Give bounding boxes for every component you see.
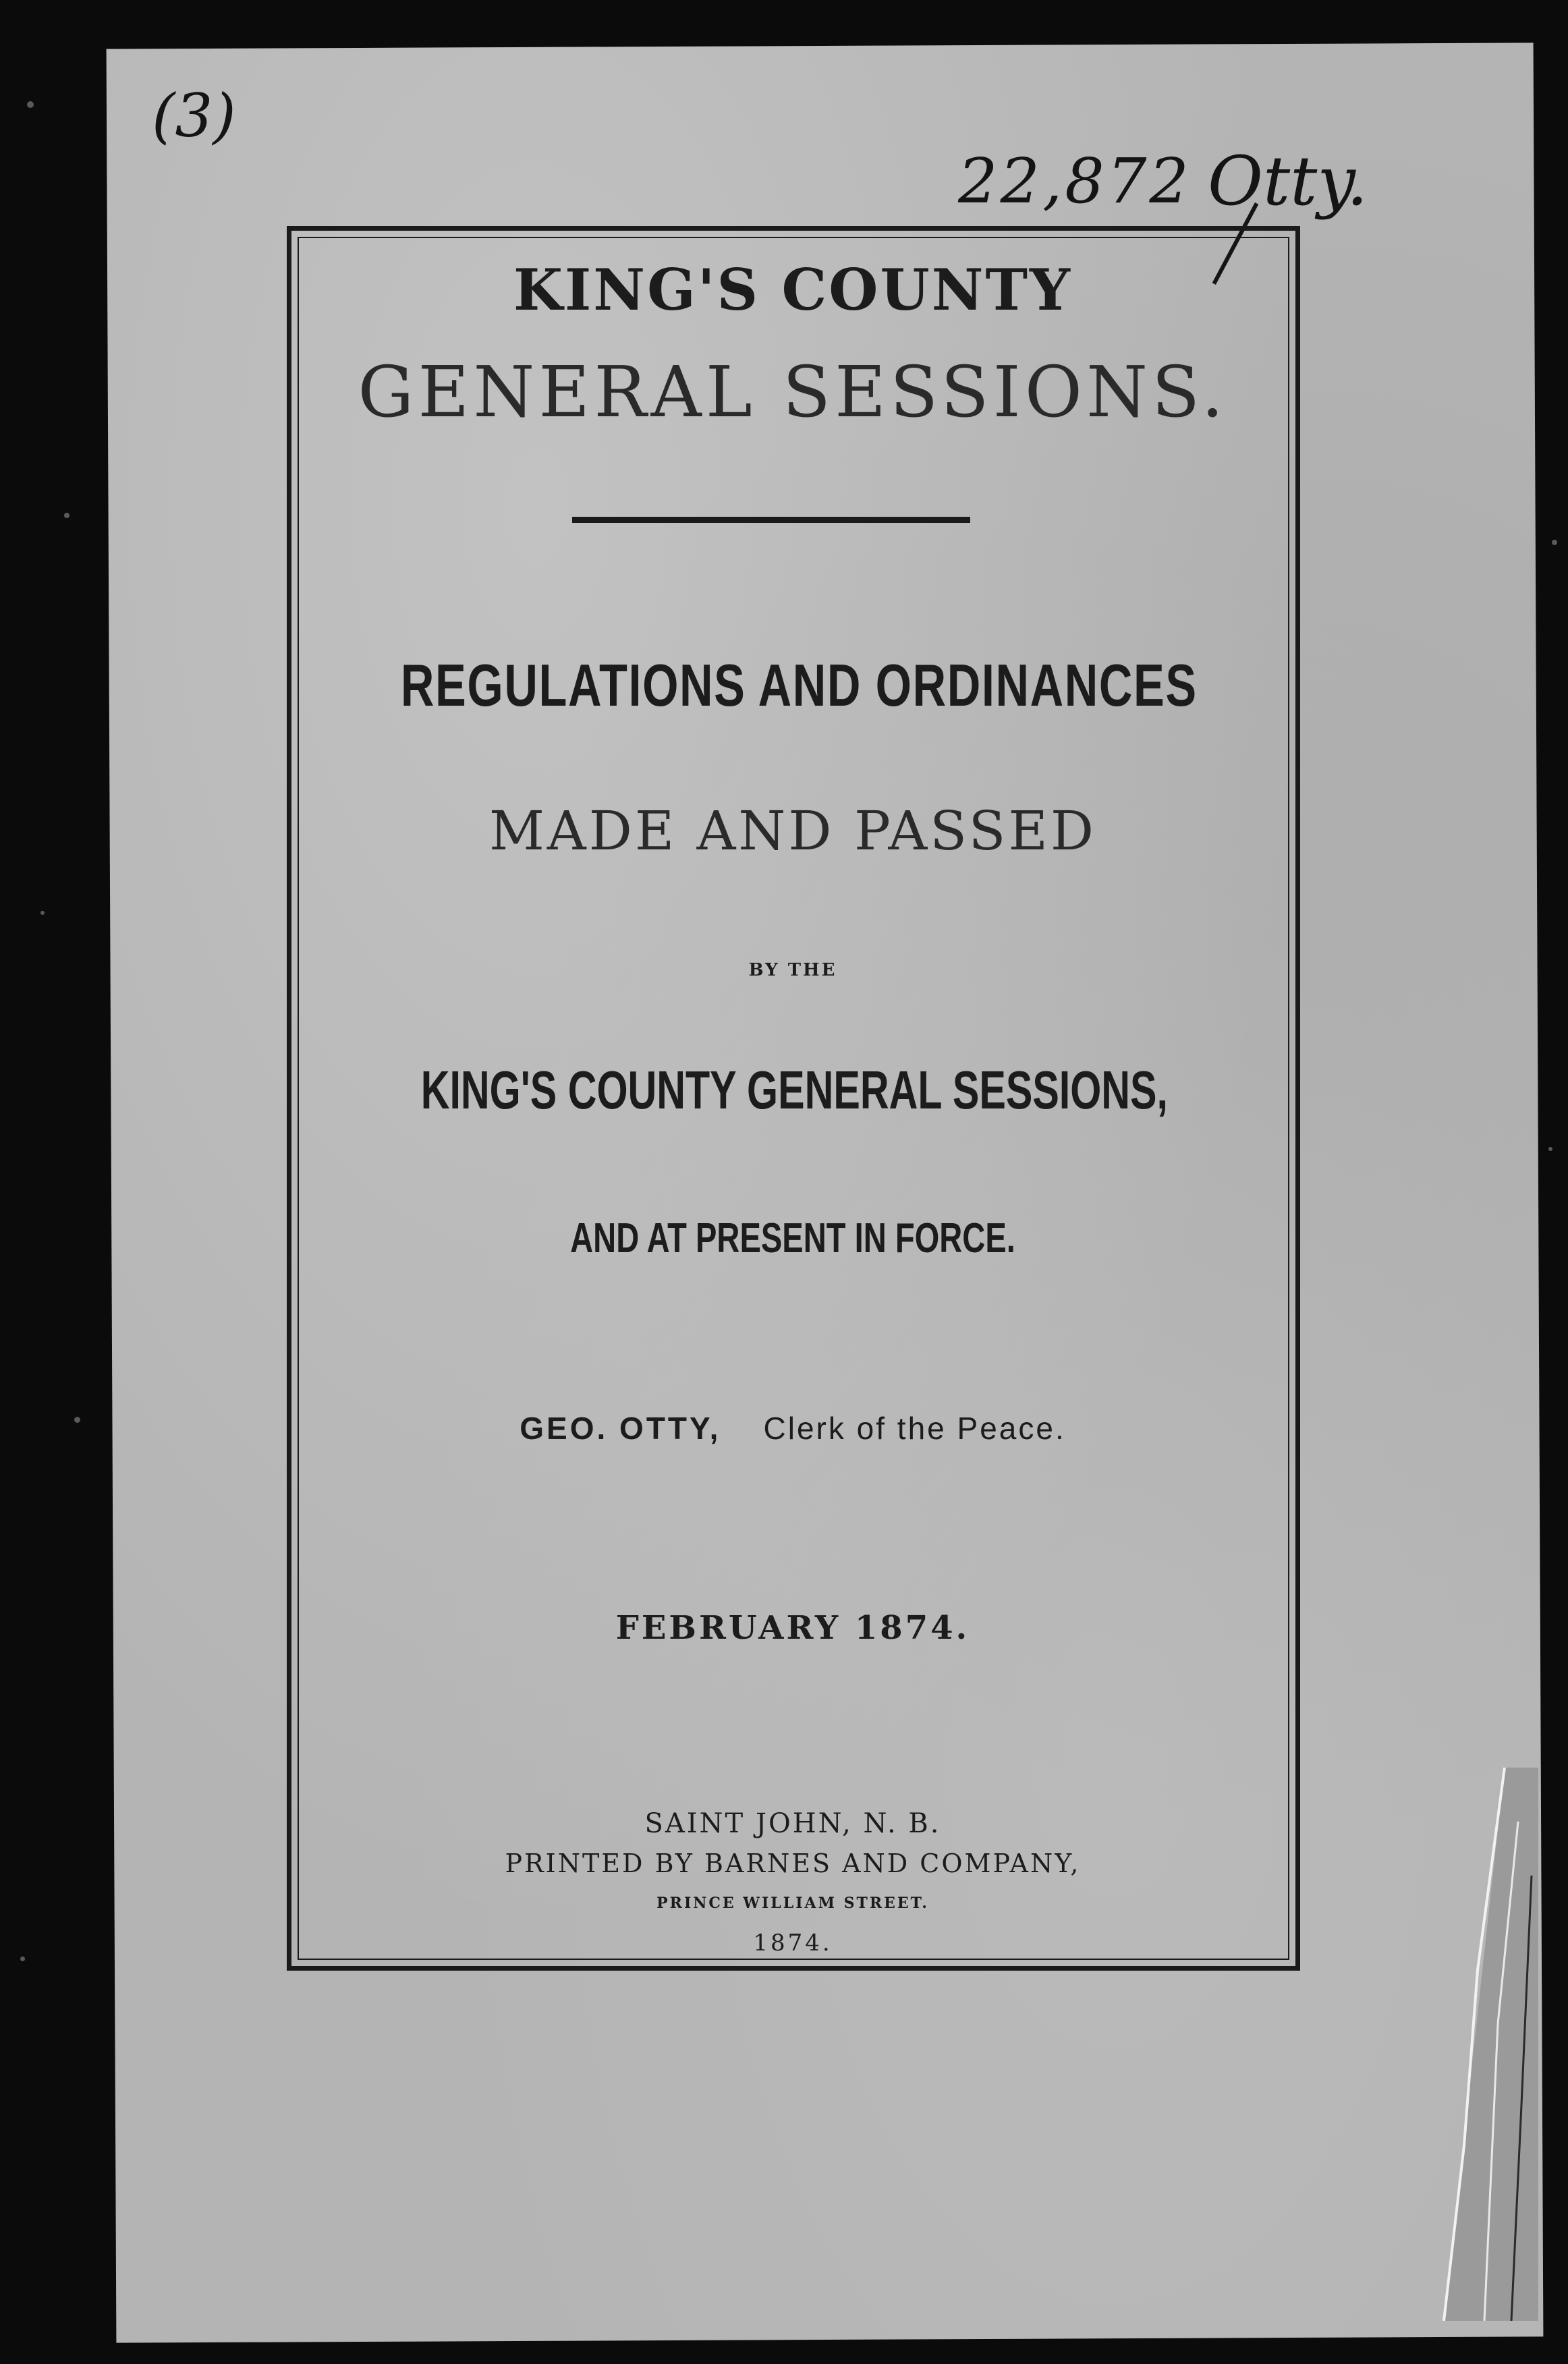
imprint-street: PRINCE WILLIAM STREET. (656, 1894, 929, 1912)
publication-date: FEBRUARY 1874. (615, 1609, 970, 1647)
clerk-role: Clerk of the Peace. (763, 1411, 1066, 1446)
scan-speck (40, 911, 45, 915)
scan-speck (64, 513, 69, 518)
scan-speck (1552, 540, 1557, 545)
heading-made-and-passed: MADE AND PASSED (489, 799, 1096, 862)
scan-speck (1548, 1147, 1552, 1151)
heading-regulations: REGULATIONS AND ORDINANCES (400, 652, 1198, 719)
text-by-the: BY THE (748, 960, 837, 980)
scan-speck (20, 1957, 25, 1961)
title-divider-rule (572, 517, 970, 523)
title-line-2: GENERAL SESSIONS. (358, 351, 1228, 433)
imprint-year: 1874. (753, 1930, 833, 1957)
folded-page-corner (1403, 1768, 1538, 2321)
scan-speck (74, 1417, 80, 1423)
handwritten-author-name: Otty. (1208, 142, 1368, 221)
handwritten-item-number: (3) (152, 81, 236, 150)
handwritten-reference-number: 22,872 (958, 145, 1192, 217)
scan-speck (27, 101, 34, 108)
clerk-name: GEO. OTTY, (520, 1411, 721, 1446)
title-line-1: KING'S COUNTY (513, 256, 1072, 323)
imprint-printer: PRINTED BY BARNES AND COMPANY, (505, 1849, 1081, 1878)
heading-general-sessions: KING'S COUNTY GENERAL SESSIONS, (420, 1060, 1168, 1120)
heading-in-force: AND AT PRESENT IN FORCE. (570, 1215, 1015, 1262)
signature-line (290, 1410, 1295, 1446)
imprint-place: SAINT JOHN, N. B. (644, 1808, 941, 1839)
